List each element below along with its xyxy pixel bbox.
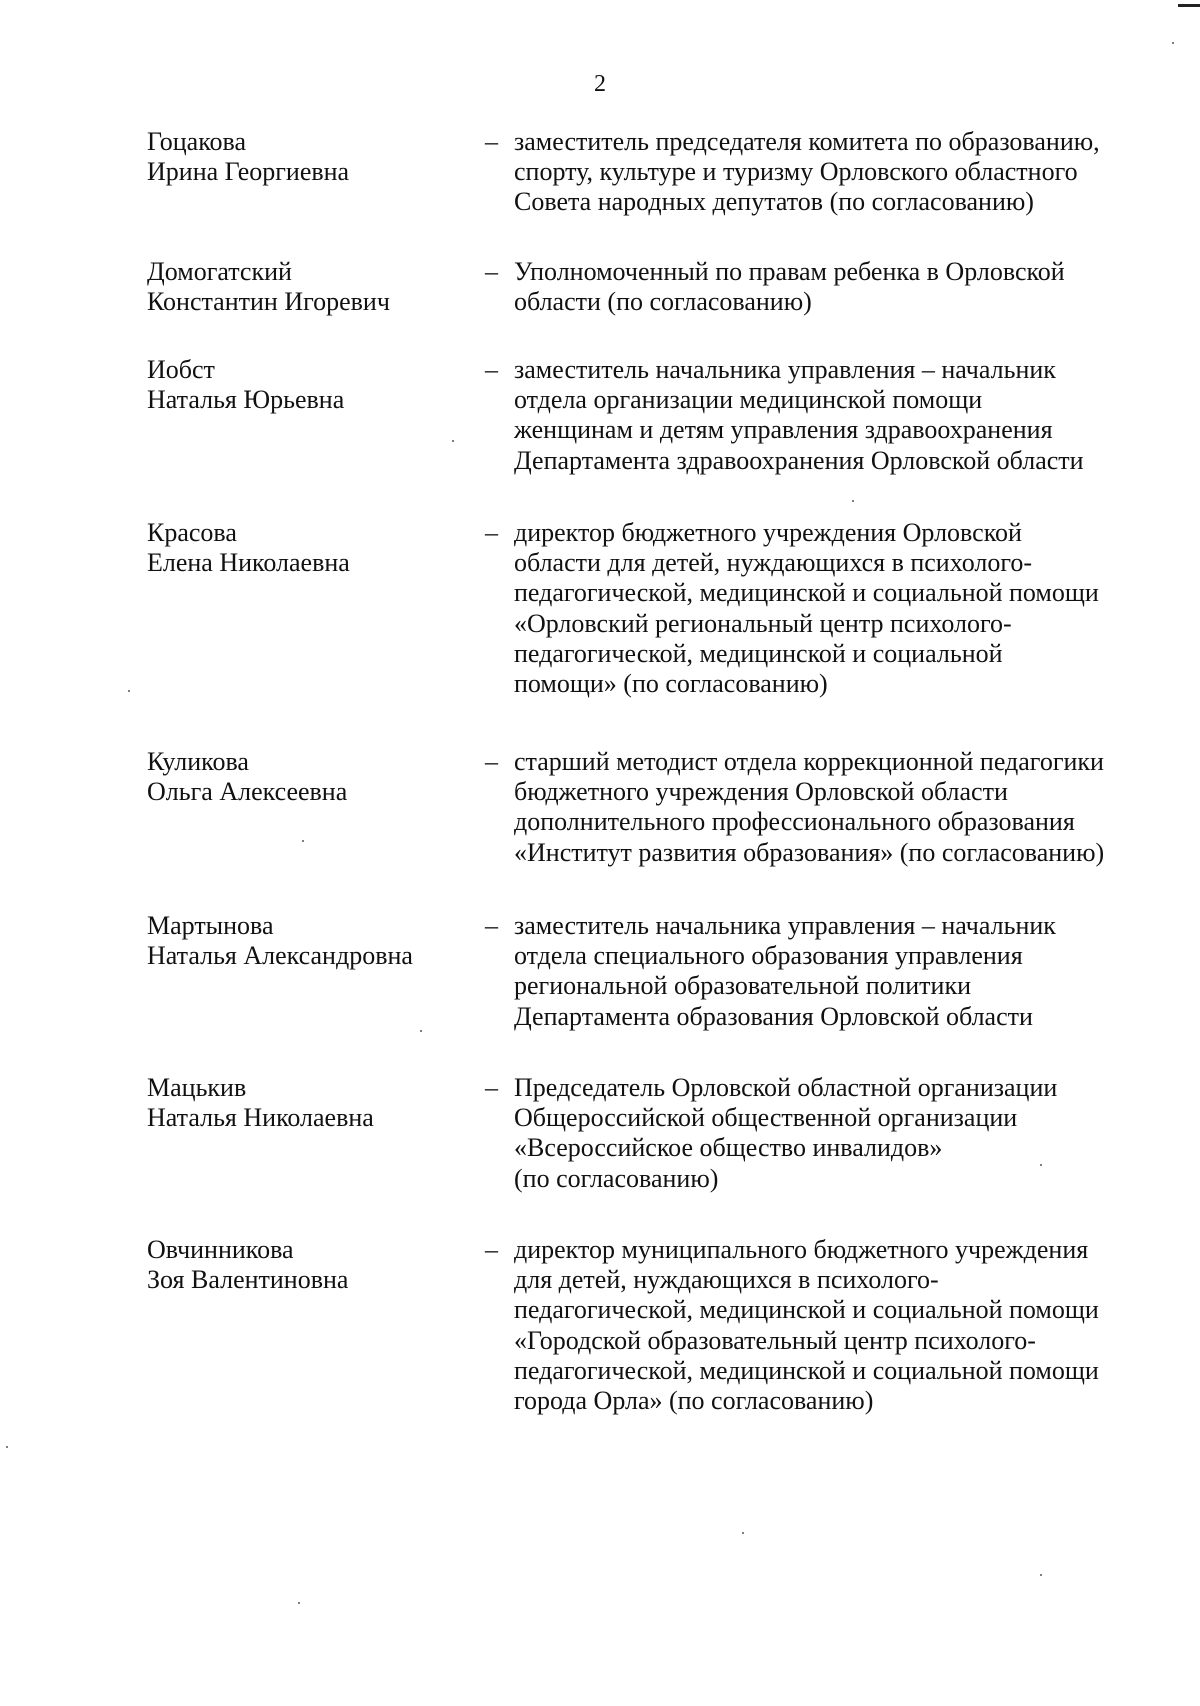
position-description <box>514 911 1174 1032</box>
person-name <box>147 747 467 807</box>
given-names: Ольга Алексеевна <box>147 777 348 807</box>
dash-separator: – <box>485 127 498 156</box>
position-line: директор муниципального бюджетного учреждения <box>514 1235 1089 1264</box>
given-names: Ирина Георгиевна <box>147 157 350 187</box>
position-line: педагогической, медицинской и социальной помощи <box>514 578 1099 608</box>
position-line: области (по согласованию) <box>514 287 812 317</box>
position-line: (по согласованию) <box>514 1163 719 1193</box>
position-description <box>514 1235 1174 1416</box>
dash-separator: – <box>485 355 498 384</box>
position-line: помощи» (по согласованию) <box>514 669 828 699</box>
position-line: педагогической, медицинской и социальной помощи <box>514 1355 1099 1385</box>
given-names: Наталья Александровна <box>147 941 413 971</box>
person-name <box>147 355 467 415</box>
position-line: Совета народных депутатов (по согласованию) <box>514 187 1034 217</box>
scan-speck <box>302 840 304 842</box>
position-description <box>514 747 1174 868</box>
position-line: дополнительного профессионального образования <box>514 807 1075 837</box>
surname: Мартынова <box>147 911 274 940</box>
surname: Красова <box>147 518 237 547</box>
scan-speck <box>128 690 130 692</box>
surname: Иобст <box>147 355 215 384</box>
dash-separator: – <box>485 257 498 286</box>
person-name <box>147 127 467 187</box>
position-line: заместитель начальника управления – начальник <box>514 355 1056 384</box>
surname: Овчинникова <box>147 1235 294 1264</box>
surname: Куликова <box>147 747 249 776</box>
position-description <box>514 518 1174 699</box>
given-names: Наталья Юрьевна <box>147 385 345 415</box>
scan-corner-mark <box>1178 4 1200 7</box>
position-line: «Всероссийское общество инвалидов» <box>514 1133 943 1163</box>
position-line: заместитель начальника управления – начальник <box>514 911 1056 940</box>
position-description <box>514 355 1174 476</box>
person-name <box>147 257 467 317</box>
person-name <box>147 1073 467 1133</box>
position-description <box>514 127 1174 218</box>
scan-speck <box>1040 1574 1042 1576</box>
dash-separator: – <box>485 1073 498 1102</box>
position-line: отдела специального образования управления <box>514 941 1023 971</box>
given-names: Константин Игоревич <box>147 287 390 317</box>
position-line: заместитель председателя комитета по образованию, <box>514 127 1100 156</box>
position-line: отдела организации медицинской помощи <box>514 385 983 415</box>
dash-separator: – <box>485 1235 498 1264</box>
page-number: 2 <box>594 71 606 97</box>
given-names: Зоя Валентиновна <box>147 1265 349 1295</box>
position-line: «Орловский региональный центр психолого- <box>514 608 1012 638</box>
position-line: директор бюджетного учреждения Орловской <box>514 518 1022 547</box>
position-line: женщинам и детям управления здравоохранения <box>514 415 1053 445</box>
position-line: бюджетного учреждения Орловской области <box>514 777 1008 807</box>
surname: Мацькив <box>147 1073 247 1102</box>
position-line: Общероссийской общественной организации <box>514 1103 1018 1133</box>
position-line: старший методист отдела коррекционной педагогики <box>514 747 1104 776</box>
position-line: региональной образовательной политики <box>514 971 971 1001</box>
position-line: города Орла» (по согласованию) <box>514 1386 874 1416</box>
scan-speck <box>452 440 454 442</box>
scan-speck <box>1040 1164 1042 1166</box>
position-line: педагогической, медицинской и социальной <box>514 638 1003 668</box>
position-line: спорту, культуре и туризму Орловского областного <box>514 157 1078 187</box>
dash-separator: – <box>485 911 498 940</box>
surname: Домогатский <box>147 257 292 286</box>
position-line: Уполномоченный по правам ребенка в Орловской <box>514 257 1065 286</box>
person-name <box>147 1235 467 1295</box>
position-line: Департамента здравоохранения Орловской области <box>514 445 1084 475</box>
position-line: «Городской образовательный центр психолого- <box>514 1325 1036 1355</box>
position-description <box>514 257 1174 317</box>
position-line: Департамента образования Орловской области <box>514 1001 1033 1031</box>
scan-speck <box>1172 42 1174 44</box>
scan-speck <box>6 1446 8 1448</box>
position-line: области для детей, нуждающихся в психолого- <box>514 548 1033 578</box>
given-names: Наталья Николаевна <box>147 1103 374 1133</box>
scan-speck <box>420 1030 422 1032</box>
dash-separator: – <box>485 518 498 547</box>
person-name <box>147 518 467 578</box>
scan-speck <box>742 1532 744 1534</box>
position-line: «Институт развития образования» (по согласованию) <box>514 837 1105 867</box>
surname: Гоцакова <box>147 127 246 156</box>
scan-speck <box>298 1602 300 1604</box>
dash-separator: – <box>485 747 498 776</box>
position-line: для детей, нуждающихся в психолого- <box>514 1265 939 1295</box>
scan-speck <box>852 500 854 502</box>
position-line: Председатель Орловской областной организации <box>514 1073 1058 1102</box>
position-description <box>514 1073 1174 1194</box>
person-name <box>147 911 467 971</box>
given-names: Елена Николаевна <box>147 548 350 578</box>
position-line: педагогической, медицинской и социальной помощи <box>514 1295 1099 1325</box>
